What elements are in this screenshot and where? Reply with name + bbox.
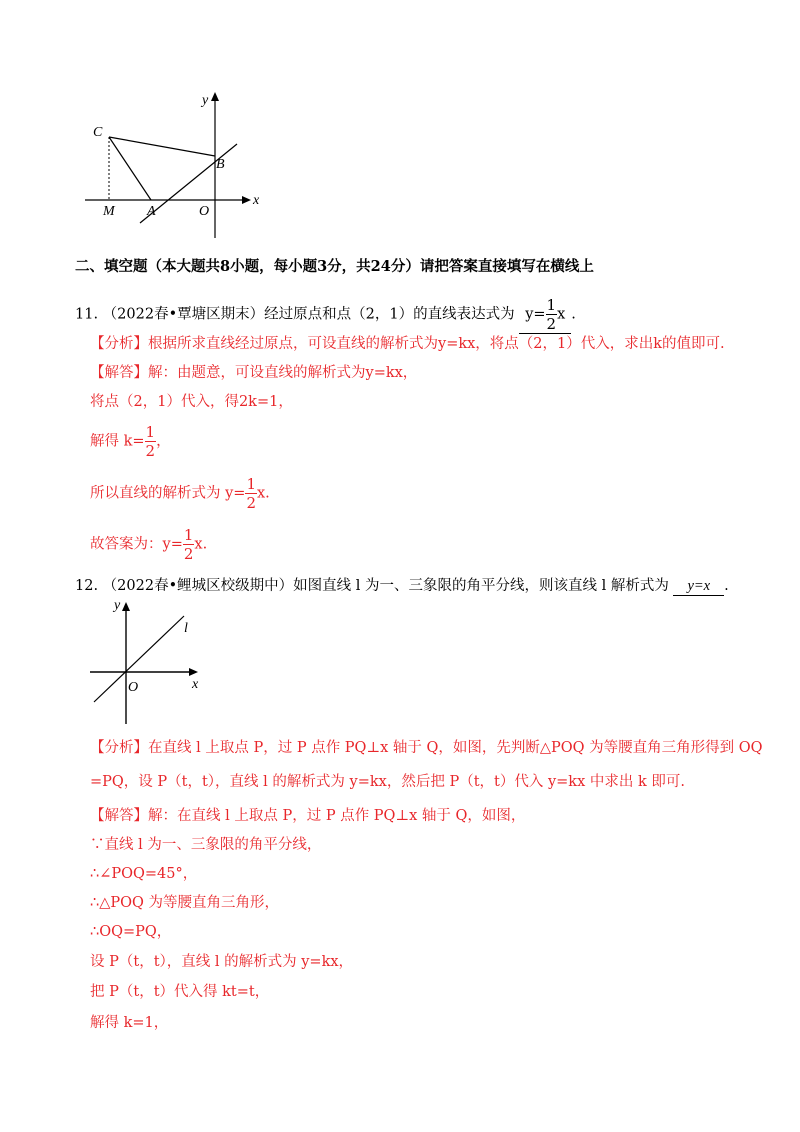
q12-solution-line-1: 【解答】解：在直线 l 上取点 P，过 P 点作 PQ⊥x 轴于 Q，如图， [90, 808, 526, 824]
label-l: l [184, 621, 188, 636]
q11-solution-line-4: 所以直线的解析式为 y= $\frac{1}{2}$ x. [90, 475, 270, 512]
section-heading: 二、填空题（本大题共8小题，每小题3分，共24分）请把答案直接填写在横线上 [75, 258, 594, 275]
question-11: 11. （2022春•覃塘区期末）经过原点和点（2，1）的直线表达式为 y= $\frac{1}{2}$ x . [75, 296, 576, 333]
label-x: x [192, 677, 199, 692]
question-number: 11. [75, 306, 99, 323]
q11-solution-line-1: 【解答】解：由题意，可设直线的解析式为y=kx， [90, 365, 418, 381]
analysis-tag: 【分析】 [90, 740, 148, 756]
figure-1-coordinate-diagram [85, 88, 285, 248]
line-l [94, 616, 184, 702]
fraction: $\frac{1}{2}$ [145, 423, 156, 460]
question-number: 12. [75, 578, 99, 594]
label-c: C [93, 125, 103, 140]
x-axis-arrow [242, 196, 251, 204]
q12-analysis-line-2: =PQ，设 P（t，t），直线 l 的解析式为 y=kx，然后把 P（t，t）代入 y=kx 中求出 k 即可. [90, 774, 685, 790]
answer-blank: y=x [673, 578, 724, 596]
q12-solution-line-6: 设 P（t，t），直线 l 的解析式为 y=kx， [90, 954, 354, 970]
solution-tag: 【解答】 [90, 365, 148, 381]
label-x: x [253, 193, 260, 208]
analysis-tag: 【分析】 [90, 336, 148, 352]
q12-solution-line-3: ∴∠POQ=45°， [90, 866, 198, 882]
question-text: （2022春•鲤城区校级期中）如图直线 l 为一、三象限的角平分线，则该直线 l 解析式为 [102, 578, 669, 594]
analysis-text: 根据所求直线经过原点，可设直线的解析式为y=kx，将点（2，1）代入，求出k的值即可. [148, 336, 725, 352]
q12-solution-line-2: ∵直线 l 为一、三象限的角平分线， [90, 837, 322, 853]
q12-solution-line-8: 解得 k=1， [90, 1015, 169, 1031]
q12-analysis-line-1: 【分析】在直线 l 上取点 P，过 P 点作 PQ⊥x 轴于 Q，如图，先判断△POQ 为等腰直角三角形得到 OQ [90, 740, 763, 756]
fraction: $\frac{1}{2}$ [246, 475, 256, 512]
label-y: y [202, 93, 209, 108]
label-o: O [128, 680, 139, 695]
q11-solution-line-5: 故答案为：y= $\frac{1}{2}$ x. [90, 526, 208, 563]
question-12: 12. （2022春•鲤城区校级期中）如图直线 l 为一、三象限的角平分线，则该直线 l 解析式为 y=x . [75, 578, 729, 594]
answer-fraction: $\frac{1}{2}$ [546, 296, 557, 333]
q11-solution-line-2: 将点（2，1）代入，得2k=1， [90, 394, 293, 410]
answer-blank: y= $\frac{1}{2}$ x [519, 296, 571, 334]
label-o: O [199, 204, 210, 219]
y-axis-arrow [211, 92, 219, 101]
label-m: M [103, 204, 115, 219]
y-axis-arrow [122, 602, 130, 611]
segment-cb [109, 137, 215, 156]
label-b: B [216, 157, 225, 172]
q12-solution-line-4: ∴△POQ 为等腰直角三角形， [90, 895, 280, 911]
label-a: A [147, 204, 156, 219]
label-y: y [114, 598, 121, 613]
x-axis-arrow [189, 668, 198, 676]
segment-ca [109, 137, 151, 200]
solution-tag: 【解答】 [90, 808, 148, 824]
q12-solution-line-5: ∴OQ=PQ， [90, 924, 172, 940]
fraction: $\frac{1}{2}$ [183, 526, 194, 563]
question-text: （2022春•覃塘区期末）经过原点和点（2，1）的直线表达式为 [102, 306, 515, 323]
answer-text: y= [525, 306, 546, 323]
q12-solution-line-7: 把 P（t，t）代入得 kt=t， [90, 984, 270, 1000]
figure-2-angle-bisector-diagram [88, 596, 218, 726]
q11-analysis [90, 332, 725, 353]
q11-solution-line-3: 解得 k= $\frac{1}{2}$ ， [90, 423, 171, 460]
